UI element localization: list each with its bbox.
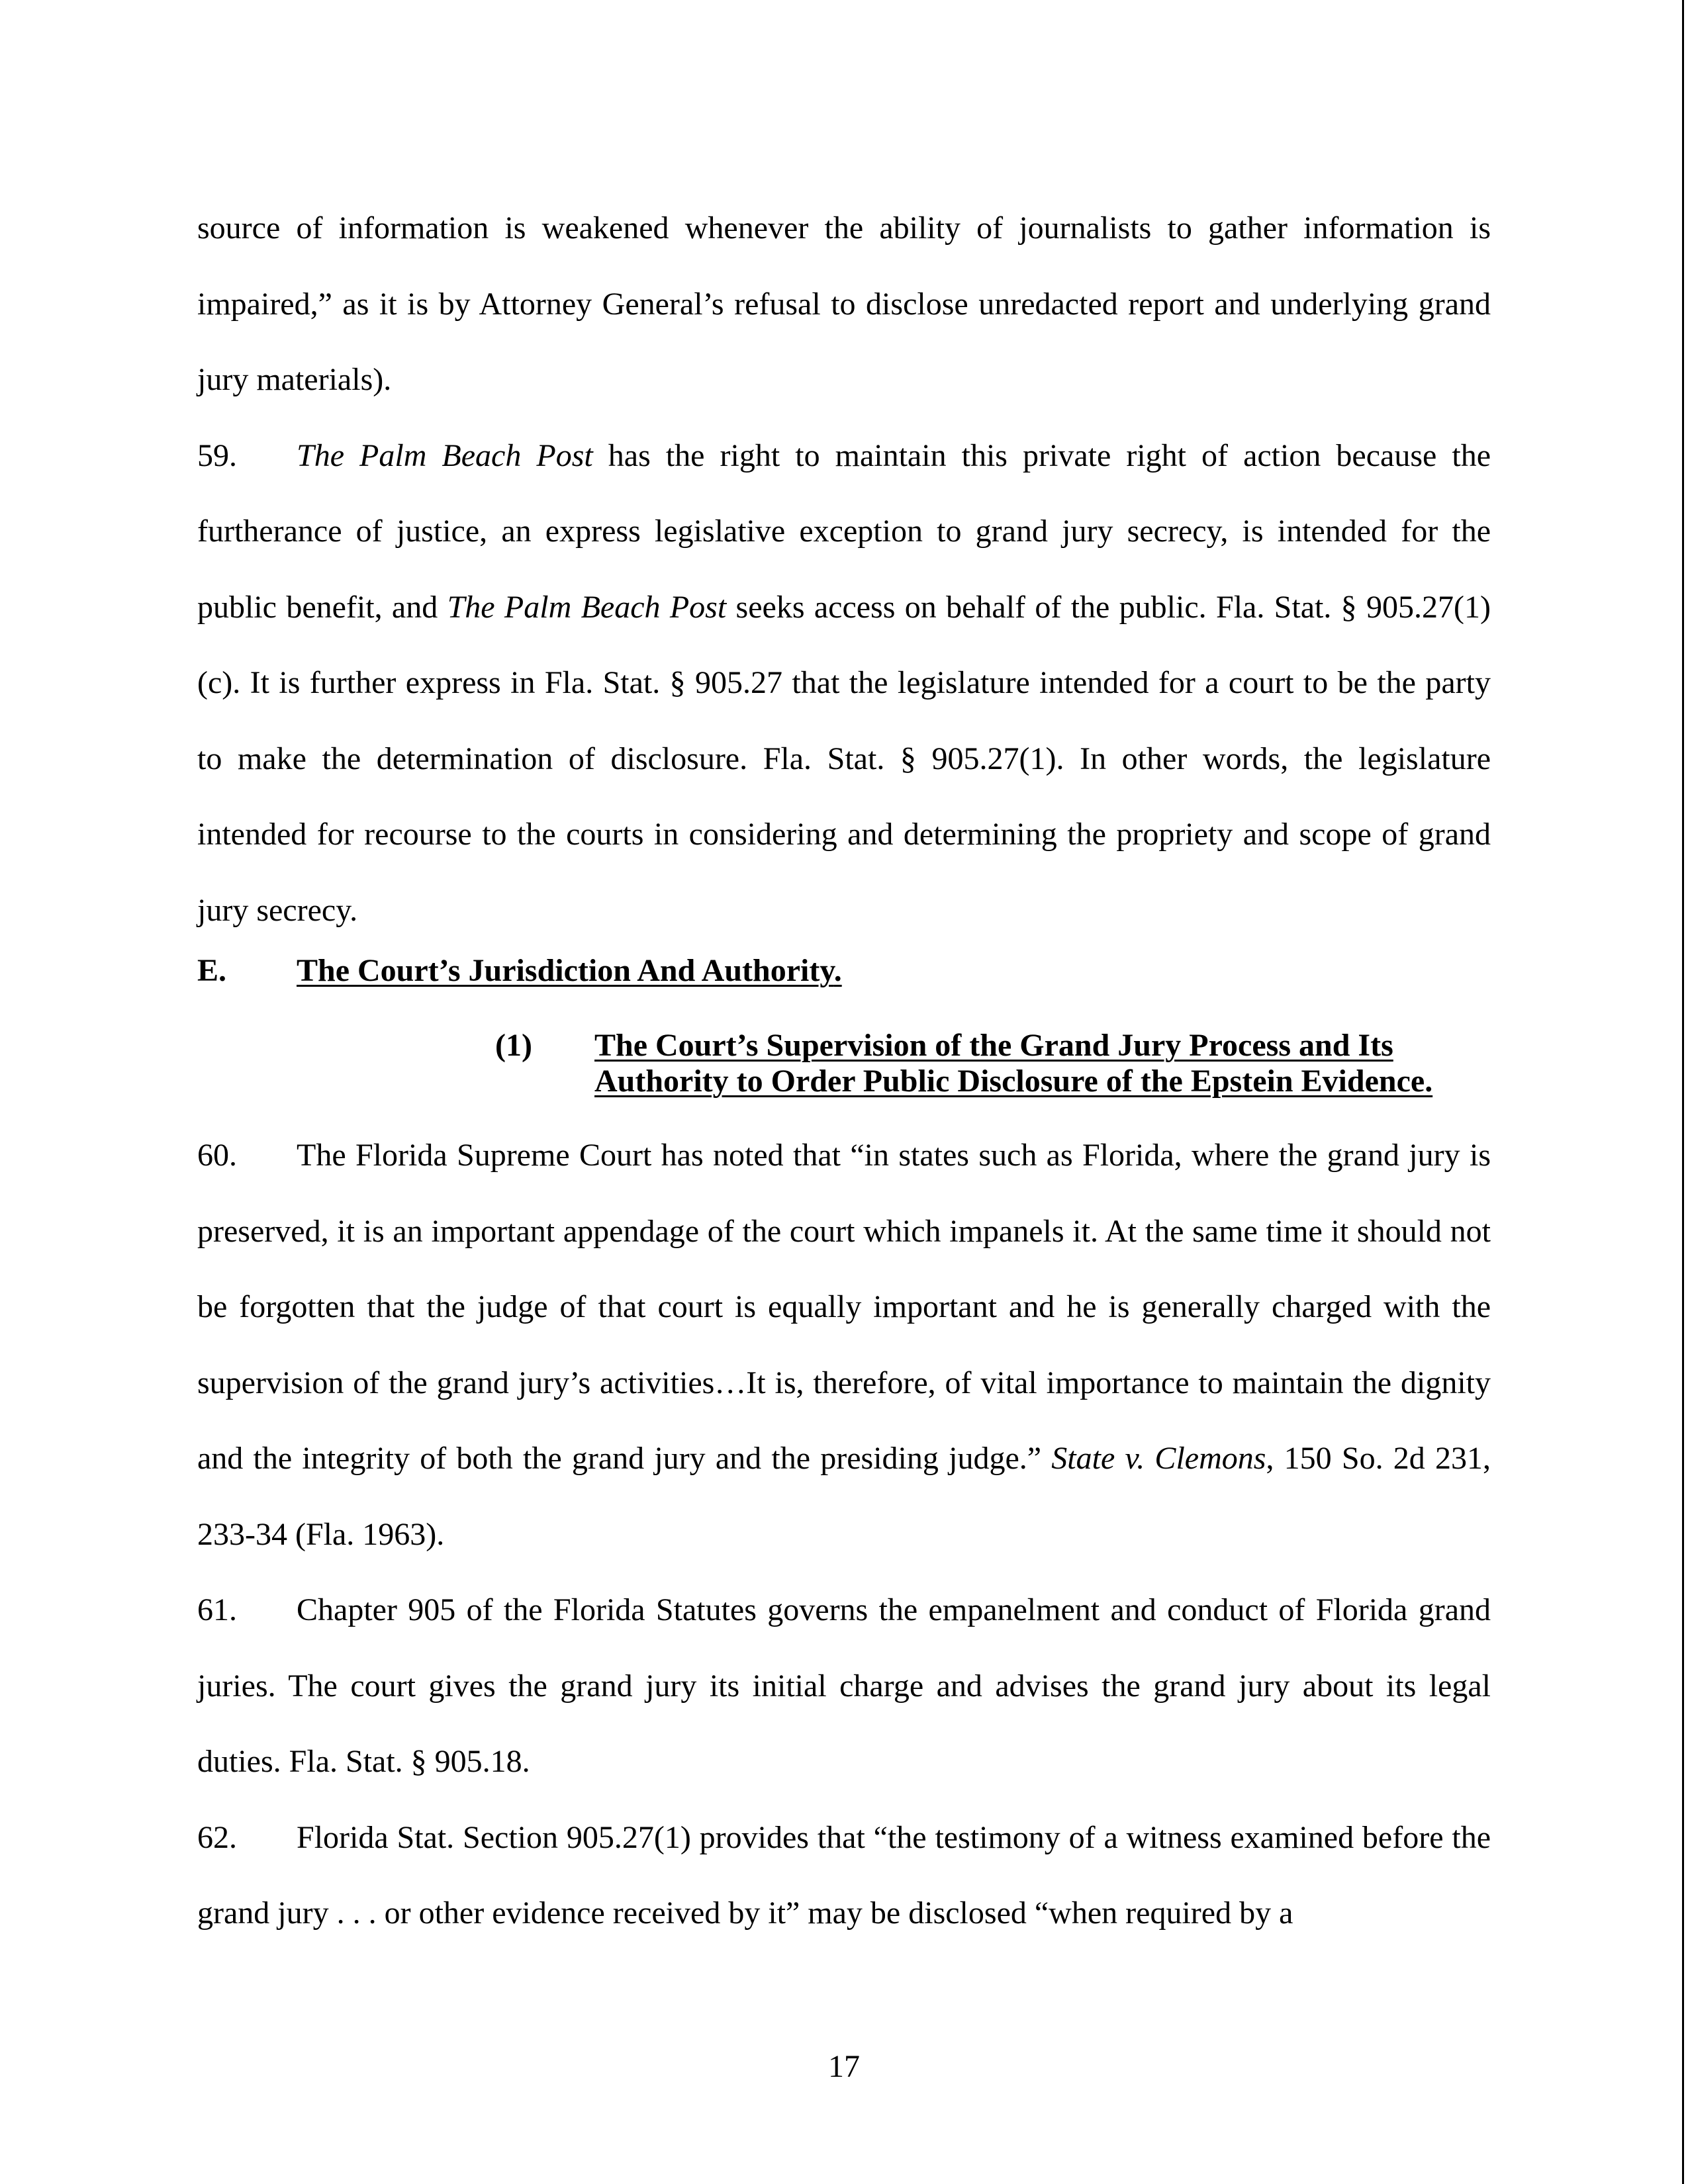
paragraph-text: The Florida Supreme Court has noted that “in states such as Florida, where the grand jury is preserved, it is an important appendage of the court which impanels it. At the same time it should not be forgotten that the judge of that court is equally important and he is generally charged with the supervision of the grand jury’s activities…It is, therefore, of vital importance to maintain the dignity and the integrity of both the grand jury and the presiding judge.” <box>197 1138 1491 1476</box>
paragraph-61 <box>197 1572 1491 1800</box>
publication-name: The Palm Beach Post <box>447 589 727 625</box>
continued-paragraph: source of information is weakened whenever the ability of journalists to gather information is impaired,” as it is by Attorney General’s refusal to disclose unredacted report and underlying grand jury materials). <box>197 210 1491 397</box>
case-name: State v. Clemons <box>1051 1441 1266 1476</box>
page-edge-line <box>1682 0 1684 2184</box>
subsection-heading-1 <box>197 1028 1491 1118</box>
subsection-number: (1) <box>495 1028 532 1063</box>
page-number: 17 <box>828 2049 860 2084</box>
paragraph-text: Florida Stat. Section 905.27(1) provides that “the testimony of a witness examined before the grand jury . . . or other evidence received by it” may be disclosed “when required by a <box>197 1819 1491 1931</box>
paragraph-number: 59. <box>197 437 237 473</box>
subsection-title-line: The Court’s Supervision of the Grand Jury Process and Its <box>594 1028 1393 1063</box>
publication-name: The Palm Beach Post <box>297 437 593 473</box>
paragraph-text: seeks access on behalf of the public. Fla. Stat. § 905.27(1)(c). It is further express in Fla. Stat. § 905.27 that the legislature intended for a court to be the party to make the determination of disclosure. Fla. Stat. § 905.27(1). In other words, the legislature intended for recourse to the courts in considering and determining the propriety and scope of grand jury secrecy. <box>197 589 1491 928</box>
section-title: The Court’s Jurisdiction And Authority. <box>297 953 842 988</box>
paragraph-number: 62. <box>197 1819 237 1855</box>
subsection-title <box>594 1028 1491 1099</box>
paragraph-60 <box>197 1118 1491 1572</box>
paragraph-59 <box>197 418 1491 949</box>
section-heading-e <box>197 955 1491 1008</box>
paragraph-number: 61. <box>197 1592 237 1627</box>
subsection-title-line: Authority to Order Public Disclosure of the Epstein Evidence. <box>594 1064 1433 1099</box>
paragraph-text: Chapter 905 of the Florida Statutes governs the empanelment and conduct of Florida grand juries. The court gives the grand jury its initial charge and advises the grand jury about its legal duties. Fla. Stat. § 905.18. <box>197 1592 1491 1779</box>
document-body <box>197 191 1491 1952</box>
paragraph-text: has the right to maintain this private right of action because the furtherance of justice, an express legislative exception to grand jury secrecy, is intended for the public benefit, and <box>197 437 1491 625</box>
paragraph-number: 60. <box>197 1138 237 1173</box>
case-citation: , 150 So. 2d 231, 233-34 (Fla. 1963). <box>197 1441 1491 1552</box>
paragraph-62 <box>197 1800 1491 1952</box>
section-letter: E. <box>197 953 227 988</box>
